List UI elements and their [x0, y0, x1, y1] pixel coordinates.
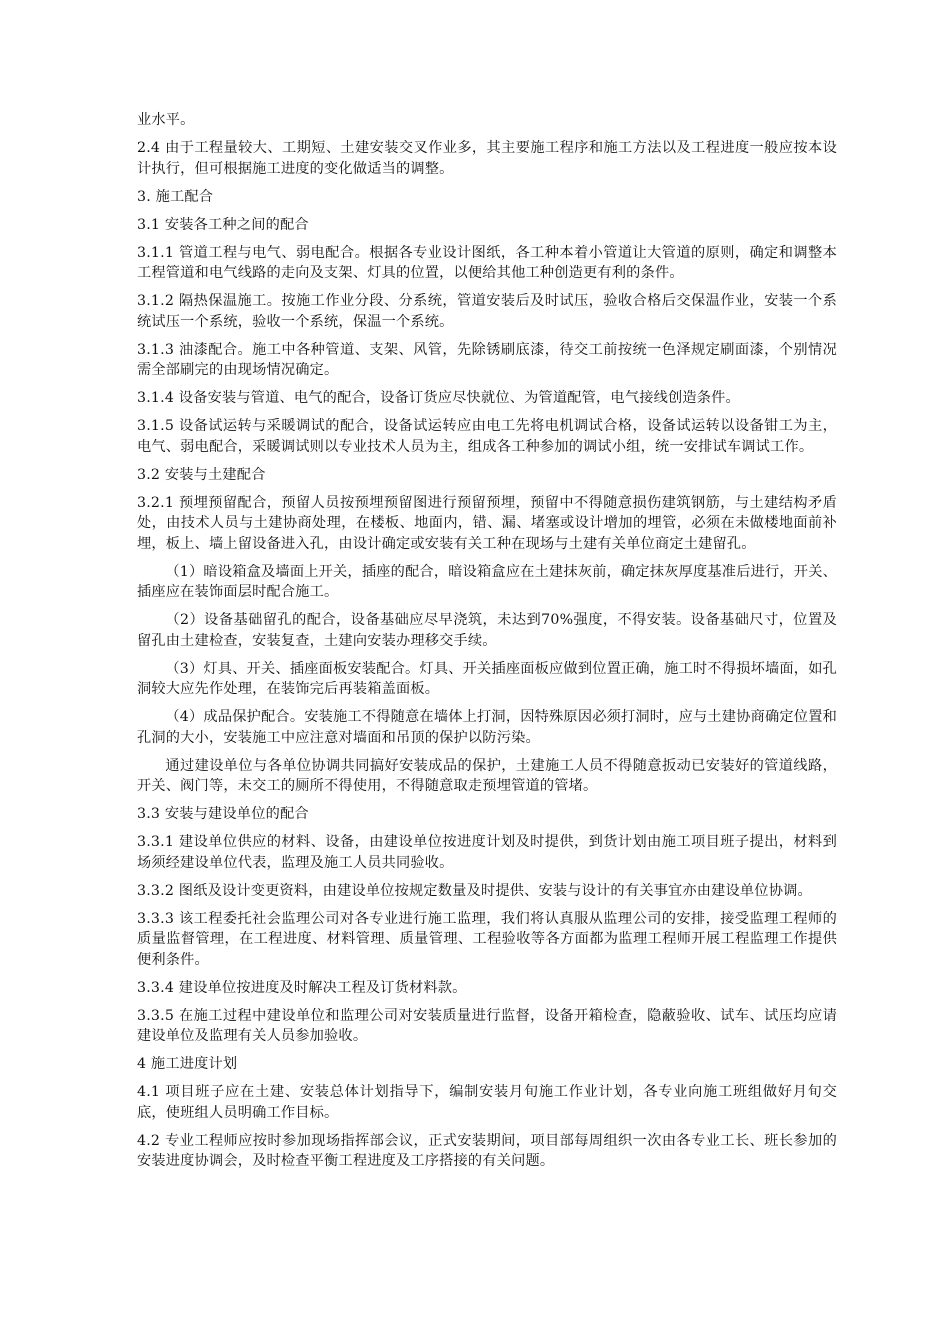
paragraph: 业水平。: [137, 112, 195, 128]
paragraph: 3. 施工配合: [137, 188, 214, 205]
paragraph: 3.1.4 设备安装与管道、电气的配合，设备订货应尽快就位、为管道配管，电气接线创造条件。: [137, 390, 740, 406]
paragraph: 3.1.3 油漆配合。施工中各种管道、支架、风管，先除锈刷底漆，待交工前按统一色泽规定刷面漆，个别情况需全部刷完的由现场情况确定。: [137, 341, 837, 378]
paragraph: 3.3.4 建设单位按进度及时解决工程及订货材料款。: [137, 979, 467, 996]
paragraph: 3.2 安装与土建配合: [137, 466, 266, 483]
paragraph: 3.2.1 预埋预留配合，预留人员按预埋预留图进行预留预埋，预留中不得随意损伤建筑钢筋，与土建结构矛盾处，由技术人员与土建协商处理，在楼板、地面内，错、漏、堵塞或设计增加的埋管，必须在未做楼地面前补埋，板上、墙上留设备进入孔，由设计确定或安装有关工种在现场与土建有关单位商定土建留孔。: [137, 494, 837, 552]
paragraph: 3.3.3 该工程委托社会监理公司对各专业进行施工监理，我们将认真服从监理公司的安排，接受监理工程师的质量监督管理，在工程进度、材料管理、质量管理、工程验收等各方面都为监理工程师开展工程监理工作提供便利条件。: [137, 910, 837, 968]
paragraph: 3.1 安装各工种之间的配合: [137, 216, 309, 233]
paragraph: 3.3.5 在施工过程中建设单位和监理公司对安装质量进行监督，设备开箱检查，隐蔽验收、试车、试压均应请建设单位及监理有关人员参加验收。: [137, 1007, 837, 1044]
paragraph: 4.2 专业工程师应按时参加现场指挥部会议，正式安装期间，项目部每周组织一次由各专业工长、班长参加的安装进度协调会，及时检查平衡工程进度及工序搭接的有关问题。: [137, 1132, 837, 1169]
paragraph: 3.3.2 图纸及设计变更资料，由建设单位按规定数量及时提供、安装与设计的有关事宜亦由建设单位协调。: [137, 882, 812, 899]
paragraph: 3.3.1 建设单位供应的材料、设备，由建设单位按进度计划及时提供，到货计划由施工项目班子提出，材料到场须经建设单位代表，监理及施工人员共同验收。: [137, 834, 837, 871]
paragraph: （2）设备基础留孔的配合，设备基础应尽早浇筑，未达到70%强度，不得安装。设备基础尺寸，位置及留孔由土建检查，安装复查，土建向安装办理移交手续。: [137, 612, 837, 649]
paragraph: 2.4 由于工程量较大、工期短、土建安装交叉作业多，其主要施工程序和施工方法以及工程进度一般应按本设计执行，但可根据施工进度的变化做适当的调整。: [137, 140, 837, 177]
paragraph: 4 施工进度计划: [137, 1056, 238, 1072]
paragraph: （1）暗设箱盒及墙面上开关，插座的配合，暗设箱盒应在土建抹灰前，确定抹灰厚度基准后进行，开关、插座应在装饰面层时配合施工。: [137, 563, 837, 600]
document-page: [137, 110, 837, 1179]
paragraph: 3.1.1 管道工程与电气、弱电配合。根据各专业设计图纸，各工种本着小管道让大管道的原则，确定和调整本工程管道和电气线路的走向及支架、灯具的位置，以便给其他工种创造更有利的条件。: [137, 244, 837, 281]
paragraph: 3.1.2 隔热保温施工。按施工作业分段、分系统，管道安装后及时试压，验收合格后交保温作业，安装一个系统试压一个系统，验收一个系统，保温一个系统。: [137, 293, 837, 330]
paragraph: 3.3 安装与建设单位的配合: [137, 806, 309, 822]
paragraph: 4.1 项目班子应在土建、安装总体计划指导下，编制安装月旬施工作业计划，各专业向施工班组做好月旬交底，使班组人员明确工作目标。: [137, 1084, 837, 1121]
paragraph: （4）成品保护配合。安装施工不得随意在墙体上打洞，因特殊原因必须打洞时，应与土建协商确定位置和孔洞的大小，安装施工中应注意对墙面和吊顶的保护以防污染。: [137, 709, 837, 746]
paragraph: 3.1.5 设备试运转与采暖调试的配合，设备试运转应由电工先将电机调试合格，设备试运转以设备钳工为主，电气、弱电配合，采暖调试则以专业技术人员为主，组成各工种参加的调试小组，统一安排试车调试工作。: [137, 418, 837, 455]
paragraph: 通过建设单位与各单位协调共同搞好安装成品的保护，土建施工人员不得随意扳动已安装好的管道线路，开关、阀门等，未交工的厕所不得使用，不得随意取走预埋管道的管堵。: [137, 757, 837, 794]
paragraph: （3）灯具、开关、插座面板安装配合。灯具、开关插座面板应做到位置正确，施工时不得损坏墙面，如孔洞较大应先作处理，在装饰完后再装箱盖面板。: [137, 660, 837, 697]
